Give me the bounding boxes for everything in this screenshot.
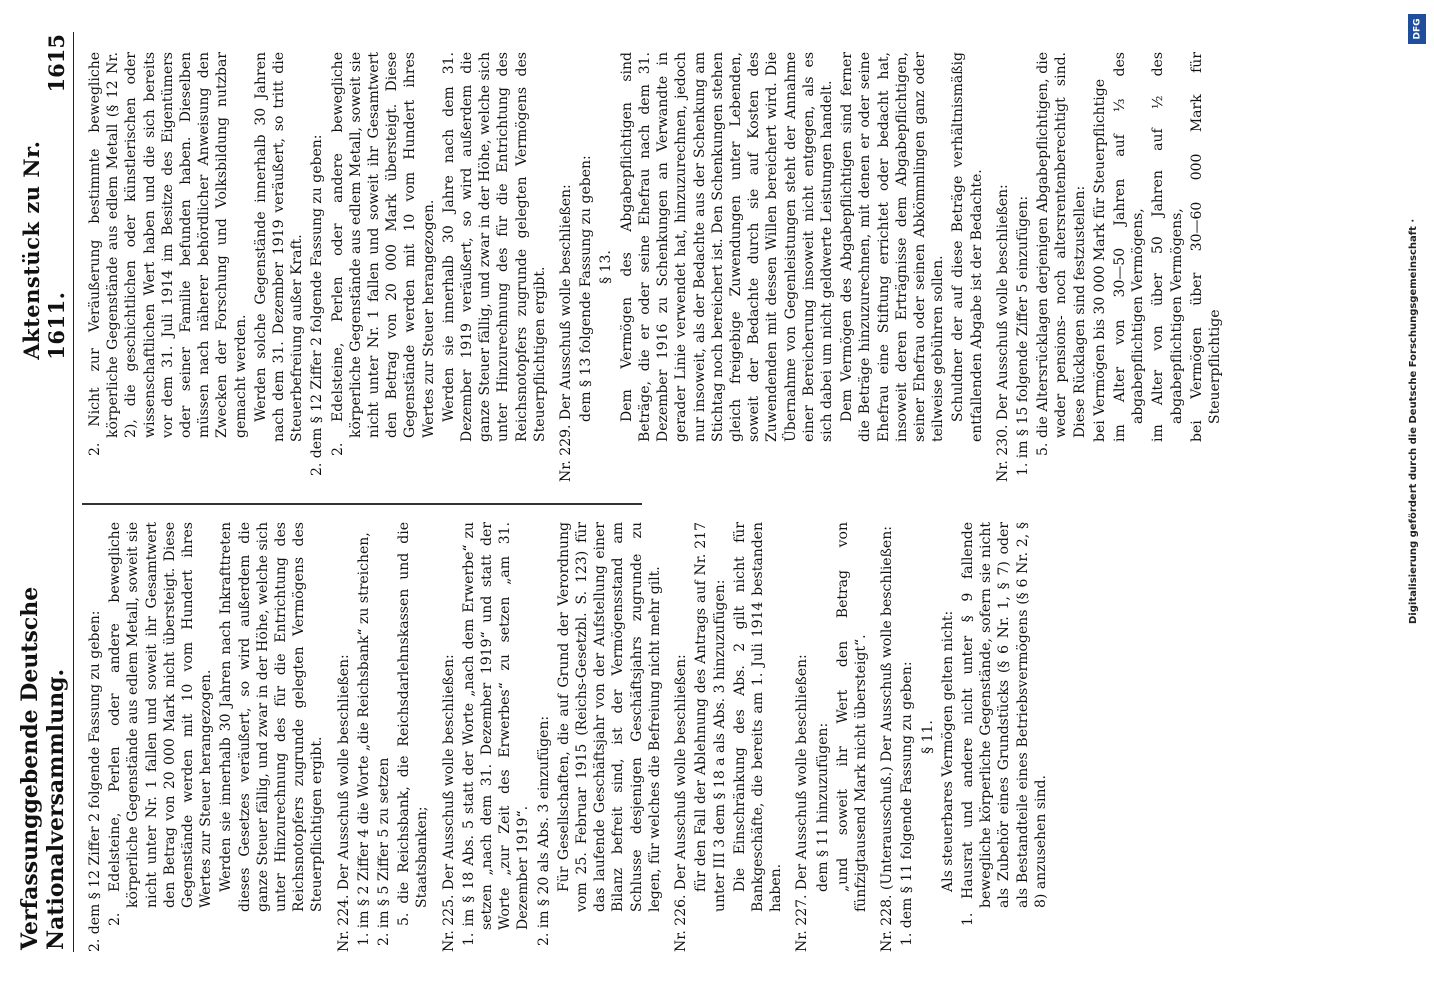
page-number: 1615 <box>44 34 69 93</box>
left-paragraph: Nr. 228. (Unterausschuß.) Der Ausschuß wolle beschließen: <box>879 526 896 952</box>
left-paragraph: Nr. 225. Der Ausschuß wolle beschließen: <box>440 654 457 952</box>
right-paragraph: Nr. 230. Der Ausschuß wolle beschließen: <box>994 184 1011 482</box>
document-reference: Aktenstück zu Nr. 1611. <box>19 140 69 360</box>
left-paragraph: Nr. 227. Der Ausschuß wolle beschließen: <box>794 654 811 952</box>
right-paragraph: Schuldner der auf diese Beträge verhältnismäßig entfallenden Abgabe ist der Bedachte. <box>950 52 985 442</box>
left-paragraph: 1. Hausrat und andere nicht unter § 9 fallende bewegliche körperliche Gegenstände, sofern sie nicht als Zubehör eines Grundstücks (§ 6 Nr. 1, § 7) oder als Bestandteile eines Betriebsvermögens (§ 6 Nr. 2, § 8) anzusehen sind. <box>959 522 1049 926</box>
right-paragraph: im Alter von über 50 Jahren auf ½ des abgabepflichtigen Vermögens, <box>1150 52 1185 442</box>
left-paragraph: Nr. 224. Der Ausschuß wolle beschließen: <box>335 654 352 952</box>
left-paragraph: 2. im § 20 als Abs. 3 einzufügen: <box>535 715 552 946</box>
right-paragraph: Dem Vermögen des Abgabepflichtigen sind Beträge, die er oder seine Ehefrau nach dem 31. Dezember 1916 zu Schenkungen an Verwandte in gerader Linie verwendet hat, hinzuzurechnen, jedoch nur insoweit, als der Bedachte aus der Schenkung am Stichtag noch bereichert ist. Den Schenkungen stehen gleich freigebige Zuwendungen unter Lebenden, soweit der Bedachte durch sie auf Kosten des Zuwendenden mit dessen Willen bereichert wird. Die Übernahme von Gegenleistungen steht der Annahme einer Bereicherung insoweit nicht entgegen, als es sich dabei um nicht geldwerte Leistungen handelt. <box>618 52 835 442</box>
dfg-badge-text: DFG <box>1412 18 1423 40</box>
right-paragraph: im Alter von 30—50 Jahren auf ⅓ des abgabepflichtigen Vermögens, <box>1111 52 1147 442</box>
left-paragraph: 2. im § 5 Ziffer 5 zu setzen <box>376 757 393 946</box>
right-column <box>86 52 1425 482</box>
document-page <box>17 32 1425 952</box>
left-column <box>86 522 1425 952</box>
right-paragraph: Nr. 229. Der Ausschuß wolle beschließen: <box>558 184 575 482</box>
digitization-credit: Digitalisierung gefördert durch die Deutsche Forschungsgemeinschaft · <box>1408 218 1419 624</box>
dfg-logo-icon <box>1408 14 1426 44</box>
left-paragraph: Als steuerbares Vermögen gelten nicht: <box>939 610 956 892</box>
right-paragraph: Werden sie innerhalb 30 Jahre nach dem 31. Dezember 1919 veräußert, so wird außerdem die ganze Steuer fällig, und zwar in der Höhe, welche sich unter Hinzurechnung des für die Entrichtung des Reichsnotopfers zugrunde gelegten Vermögens des Steuerpflichtigen ergibt. <box>440 52 548 442</box>
column-divider <box>82 504 642 506</box>
left-paragraph: Nr. 226. Der Ausschuß wolle beschließen: <box>673 654 690 952</box>
left-paragraph: § 11. <box>919 720 936 754</box>
page-header <box>17 32 74 952</box>
right-paragraph: dem § 13 folgende Fassung zu geben: <box>578 155 595 422</box>
left-paragraph: 2. Edelsteine, Perlen oder andere bewegliche körperliche Gegenstände aus edlem Metall, soweit sie nicht unter Nr. 1 fallen und soweit ihr Gesamtwert den Betrag von 20 000 Mark nicht übersteigt. Diese Gegenstände werden mit 10 vom Hundert ihres Wertes zur Steuer herangezogen. <box>107 522 215 926</box>
left-paragraph: 5. die Reichsbank, die Reichsdarlehnskassen und die Staatsbanken; <box>396 522 431 926</box>
left-paragraph: Für Gesellschaften, die auf Grund der Verordnung vom 25. Februar 1915 (Reichs-Gesetzbl. S. 123) für das laufende Geschäftsjahr von der Aufstellung einer Bilanz befreit sind, ist der Vermögensstand am Schlusse desjenigen Geschäftsjahrs zugrunde zu legen, für welches die Befreiung nicht mehr gilt. <box>555 522 663 912</box>
right-paragraph: 5. die Altersrücklagen derjenigen Abgabepflichtigen, die weder pensions- noch altersrentenberechtigt sind. Diese Rücklagen sind festzustellen: <box>1035 52 1088 456</box>
right-paragraph: bei Vermögen über 30—60 000 Mark für Steuerpflichtige <box>1188 52 1223 442</box>
left-paragraph: 1. im § 18 Abs. 5 statt der Worte „nach dem Erwerbe“ zu setzen „nach dem 31. Dezember 1919“ und statt der Worte „zur Zeit des Erwerbes“ zu setzen „am 31. Dezember 1919“. <box>460 522 532 946</box>
right-paragraph: § 13. <box>598 250 615 284</box>
digitization-stamp <box>1400 4 1434 1000</box>
left-paragraph: Die Einschränkung des Abs. 2 gilt nicht für Bankgeschäfte, die bereits am 1. Juli 1914 bestanden haben. <box>731 522 785 912</box>
right-paragraph: Werden solche Gegenstände innerhalb 30 Jahren nach dem 31. Dezember 1919 veräußert, so tritt die Steuerbefreiung außer Kraft. <box>252 52 306 442</box>
right-paragraph: bei Vermögen bis 30 000 Mark für Steuerpflichtige <box>1091 78 1108 442</box>
right-paragraph: Dem Vermögen des Abgabepflichtigen sind ferner die Beträge hinzuzurechnen, mit denen er oder seine Ehefrau eine Stiftung errichtet oder bedacht hat, insoweit deren Erträgnisse dem Abgabepflichtigen, seiner Ehefrau oder seinen Abkömmlingen ganz oder teilweise gebühren sollen. <box>839 52 947 442</box>
right-paragraph: 2. Nicht zur Veräußerung bestimmte bewegliche körperliche Gegenstände aus edlem Metall (§ 12 Nr. 2), die geschichtlichen oder künstlerischen oder wissenschaftlichen Wert haben und die sich bereits vor dem 31. Juli 1914 im Besitze des Eigentümers oder seiner Familie befunden haben. Dieselben müssen nach näherer behördlicher Anweisung den Zwecken der Forschung und Volksbildung nutzbar gemacht werden. <box>87 52 249 456</box>
left-paragraph: 1. im § 2 Ziffer 4 die Worte „die Reichsbank“ zu streichen, <box>355 532 372 946</box>
left-paragraph: Werden sie innerhalb 30 Jahren nach Inkrafttreten dieses Gesetzes veräußert, so wird außerdem die ganze Steuer fällig, und zwar in der Höhe, welche sich unter Hinzurechnung des für die Entrichtung des Reichsnotopfers zugrunde gelegten Vermögens des Steuerpflichtigen ergibt. <box>218 522 326 912</box>
left-paragraph: dem § 11 hinzuzufügen: <box>814 722 831 892</box>
left-paragraph: 2. dem § 12 Ziffer 2 folgende Fassung zu geben: <box>87 610 103 952</box>
right-paragraph: 1. im § 15 folgende Ziffer 5 einzufügen: <box>1014 195 1031 476</box>
right-paragraph: 2. dem § 12 Ziffer 2 folgende Fassung zu geben: <box>309 134 326 476</box>
left-paragraph: „und soweit ihr Wert den Betrag von fünfzigtausend Mark nicht übersteigt“. <box>834 522 869 912</box>
left-paragraph: für den Fall der Ablehnung des Antrags auf Nr. 217 unter III 3 dem § 18 a als Abs. 3 hinzuzufügen: <box>693 522 728 912</box>
right-paragraph: 2. Edelsteine, Perlen oder andere bewegliche körperliche Gegenstände aus edlem Metall, soweit sie nicht unter Nr. 1 fallen und soweit ihr Gesamtwert den Betrag von 20 000 Mark übersteigt. Diese Gegenstände werden mit 10 vom Hundert ihres Wertes zur Steuer herangezogen. <box>329 52 437 456</box>
left-paragraph: 1. dem § 11 folgende Fassung zu geben: <box>899 661 916 946</box>
document-title: Verfassunggebende Deutsche Nationalversammlung. <box>17 586 69 950</box>
